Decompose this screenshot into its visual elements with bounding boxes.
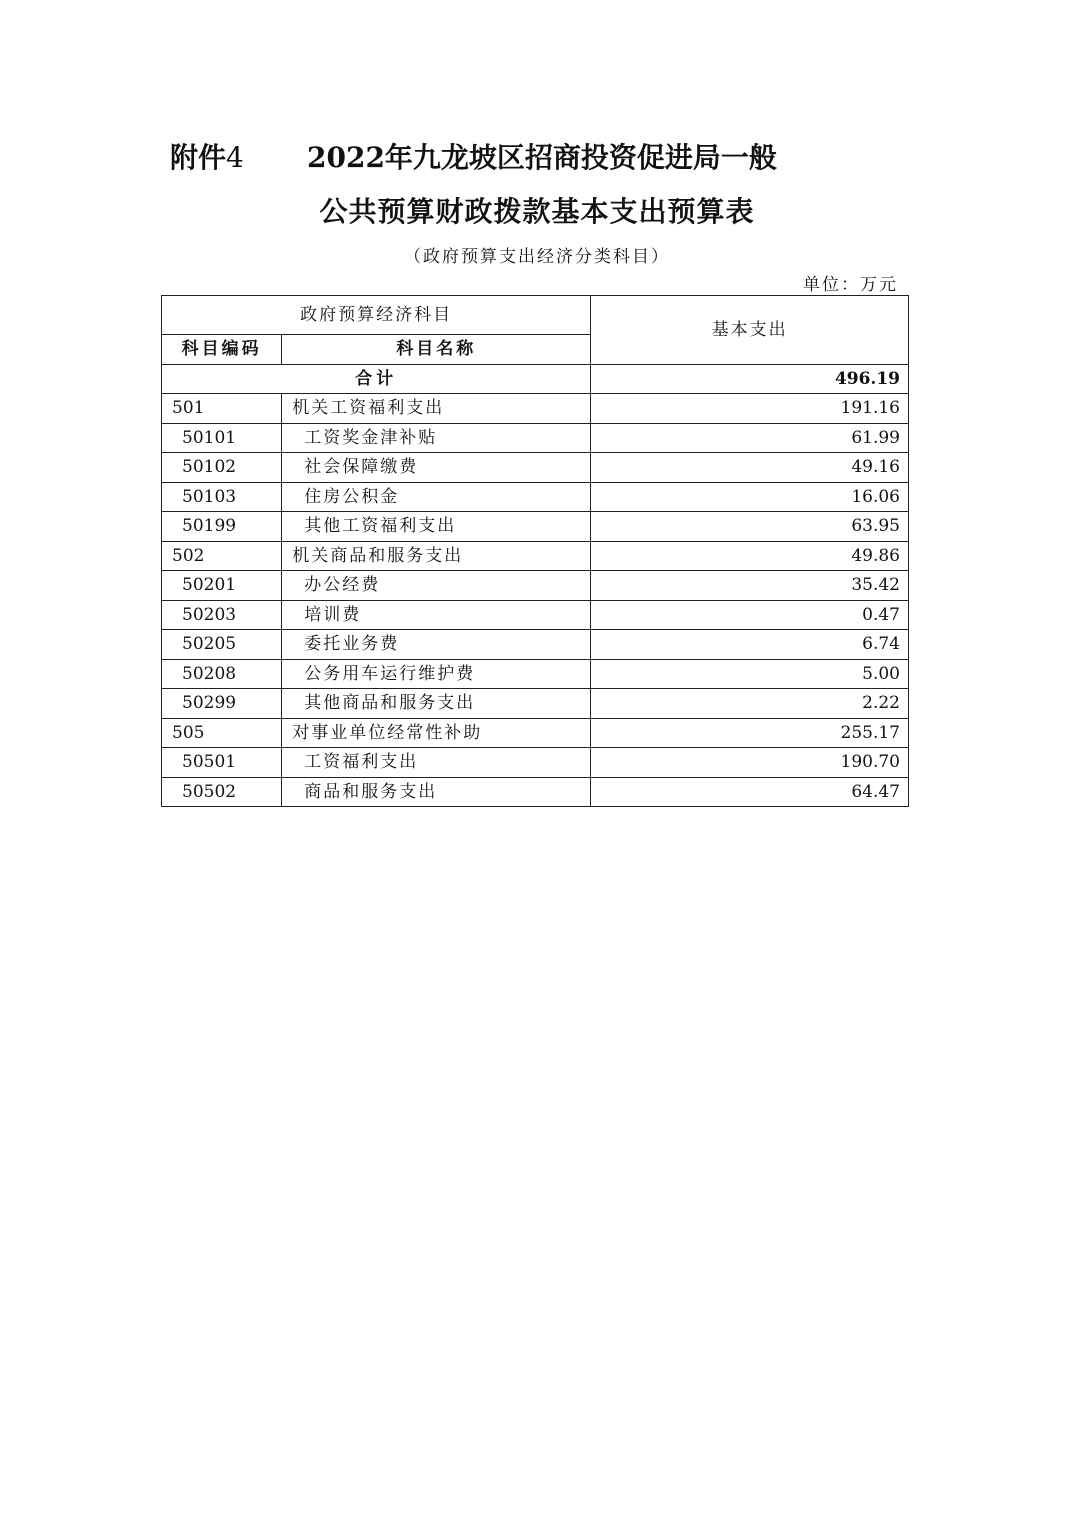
document-title-line-1 [170,136,870,180]
amount-cell: 64.47 [591,777,909,807]
subject-name-cell: 委托业务费 [282,630,591,660]
subject-name-cell: 对事业单位经常性补助 [282,718,591,748]
subject-name-cell: 培训费 [282,600,591,630]
subject-code-cell: 50201 [162,571,282,601]
amount-cell: 49.86 [591,541,909,571]
subject-name-cell: 工资奖金津补贴 [282,423,591,453]
table-row [162,777,909,807]
amount-cell: 6.74 [591,630,909,660]
subject-code-cell: 505 [162,718,282,748]
subject-name-cell: 工资福利支出 [282,748,591,778]
subject-name-cell: 办公经费 [282,571,591,601]
amount-cell: 5.00 [591,659,909,689]
total-label: 合计 [162,364,591,394]
attachment-text: 附件 [170,141,227,174]
subject-code-cell: 502 [162,541,282,571]
total-row [162,364,909,394]
table-row [162,394,909,424]
header-subject-name: 科目名称 [282,335,591,365]
subject-code-cell: 50299 [162,689,282,719]
amount-cell: 2.22 [591,689,909,719]
table-row [162,512,909,542]
table-row [162,482,909,512]
attachment-label [170,136,244,176]
subject-code-cell: 50205 [162,630,282,660]
subject-name-cell: 商品和服务支出 [282,777,591,807]
amount-cell: 61.99 [591,423,909,453]
attachment-number: 4 [226,141,244,174]
subject-code-cell: 50203 [162,600,282,630]
table-row [162,453,909,483]
subject-name-cell: 机关商品和服务支出 [282,541,591,571]
amount-cell: 49.16 [591,453,909,483]
subject-code-cell: 50199 [162,512,282,542]
subject-code-cell: 50103 [162,482,282,512]
table-row [162,748,909,778]
subject-code-cell: 50102 [162,453,282,483]
subject-name-cell: 机关工资福利支出 [282,394,591,424]
table-row [162,571,909,601]
subject-name-cell: 其他商品和服务支出 [282,689,591,719]
amount-cell: 190.70 [591,748,909,778]
subject-name-cell: 住房公积金 [282,482,591,512]
table-row [162,600,909,630]
amount-cell: 63.95 [591,512,909,542]
subject-code-cell: 50501 [162,748,282,778]
subject-code-cell: 50502 [162,777,282,807]
header-basic-expenditure: 基本支出 [591,296,909,365]
header-economic-subject: 政府预算经济科目 [162,296,591,335]
subject-name-cell: 其他工资福利支出 [282,512,591,542]
header-row-group [162,296,909,335]
header-subject-code: 科目编码 [162,335,282,365]
document-subtitle: （政府预算支出经济分类科目） [404,247,670,267]
amount-cell: 191.16 [591,394,909,424]
total-amount: 496.19 [591,364,909,394]
amount-cell: 35.42 [591,571,909,601]
table-row [162,659,909,689]
title-main-line-1: 2022年九龙坡区招商投资促进局一般 [307,141,777,174]
amount-cell: 0.47 [591,600,909,630]
amount-cell: 255.17 [591,718,909,748]
unit-label: 单位：万元 [803,275,898,295]
subject-name-cell: 社会保障缴费 [282,453,591,483]
amount-cell: 16.06 [591,482,909,512]
table-row [162,718,909,748]
document-title-line-2: 公共预算财政拨款基本支出预算表 [319,195,755,228]
table-row [162,630,909,660]
subject-code-cell: 50208 [162,659,282,689]
budget-table [161,295,909,807]
subject-code-cell: 501 [162,394,282,424]
table-row [162,423,909,453]
table-row [162,689,909,719]
table-row [162,541,909,571]
subject-code-cell: 50101 [162,423,282,453]
subject-name-cell: 公务用车运行维护费 [282,659,591,689]
